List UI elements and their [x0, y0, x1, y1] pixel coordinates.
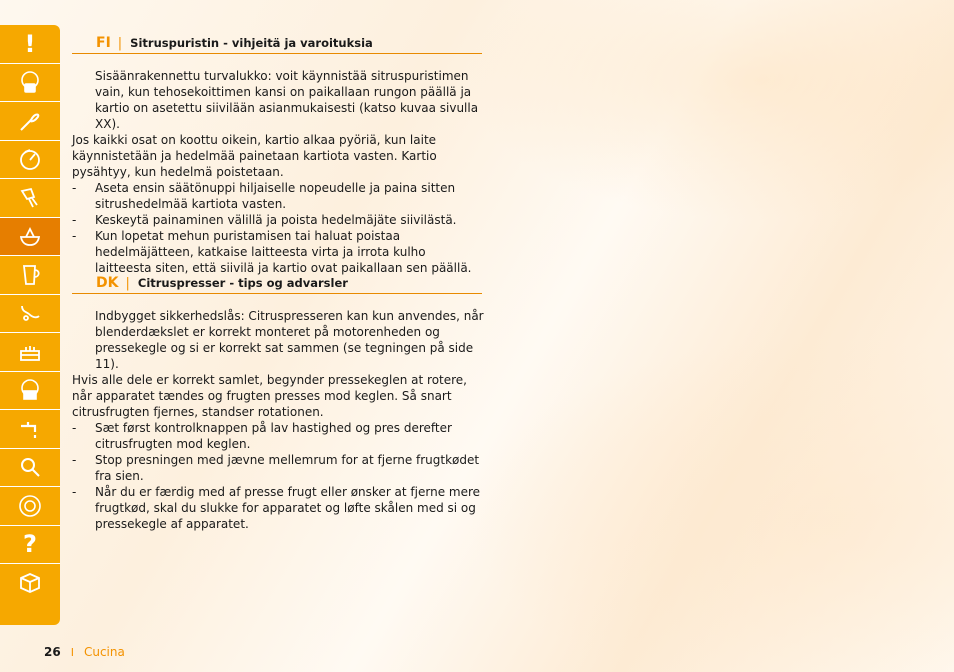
- citrus-press-icon: [17, 223, 43, 249]
- fi-section-body: [72, 68, 484, 276]
- fi-bullet: - Kun lopetat mehun puristamisen tai haluat poistaa hedelmäjätteen, katkaise laitteesta virta ja irrota kulho laitteesta siten, että siivilä ja kartio ovat paikallaan sen päällä.: [72, 229, 472, 275]
- tab-cake[interactable]: [0, 333, 60, 372]
- exclamation-icon: !: [24, 29, 36, 58]
- fi-bullet: - Aseta ensin säätönuppi hiljaiselle nopeudelle ja paina sitten sitrushedelmää kartiota vasten.: [72, 181, 456, 211]
- tab-citrus-press[interactable]: [0, 218, 60, 257]
- tab-blender[interactable]: [0, 295, 60, 334]
- tab-help[interactable]: [0, 526, 60, 565]
- tab-search[interactable]: [0, 449, 60, 488]
- tab-mixer[interactable]: [0, 179, 60, 218]
- tab-badge[interactable]: [0, 64, 60, 103]
- fi-body: Jos kaikki osat on koottu oikein, kartio alkaa pyöriä, kun laite käynnistetään ja hedelmää painetaan kartiota vasten. Kartio pysähtyy, kun hedelmä poistetaan.: [72, 133, 437, 179]
- tab-box[interactable]: [0, 564, 60, 603]
- magnifier-icon: [17, 454, 43, 480]
- page-footer: [44, 645, 125, 659]
- tab-jug[interactable]: [0, 256, 60, 295]
- tab-recipes[interactable]: [0, 372, 60, 411]
- disc-icon: [17, 146, 43, 172]
- blender-icon: [17, 300, 43, 326]
- dk-section-header: [72, 275, 482, 294]
- dk-bullet: - Stop presningen med jævne mellemrum for at fjerne frugtkødet fra sien.: [72, 453, 480, 483]
- tab-warnings[interactable]: [0, 25, 60, 64]
- whisk-icon: [17, 108, 43, 134]
- footer-separator: I: [70, 645, 74, 659]
- tab-disc[interactable]: [0, 141, 60, 180]
- seal-icon: [17, 493, 43, 519]
- dk-separator: |: [125, 276, 130, 291]
- product-name: Cucina: [83, 645, 125, 659]
- hand-mixer-icon: [17, 185, 43, 211]
- tab-whisk[interactable]: [0, 102, 60, 141]
- dk-lang-code: DK: [96, 275, 119, 291]
- cake-icon: [17, 339, 43, 365]
- fi-section-header: [72, 35, 482, 54]
- dk-section-title: Citruspresser - tips og advarsler: [137, 276, 348, 290]
- recipe-badge-icon: [17, 377, 43, 403]
- tab-seal[interactable]: [0, 487, 60, 526]
- dk-bullet: - Når du er færdig med af presse frugt eller ønsker at fjerne mere frugtkød, skal du slukke for apparatet og løfte skålen med si og pressekegle af apparatet.: [72, 485, 481, 531]
- fi-intro: Sisäänrakennettu turvalukko: voit käynnistää sitruspuristimen vain, kun tehosekoittimen kansi on paikallaan rungon päällä ja kartio on asetettu siivilään asianmukaisesti (katso kuvaa sivulla XX).: [95, 69, 479, 131]
- dk-body: Hvis alle dele er korrekt samlet, begynder pressekeglen at rotere, når apparatet tændes og frugten presses mod keglen. Så snart citrusfrugten fjernes, standser rotationen.: [72, 373, 467, 419]
- section-sidebar: [0, 25, 60, 625]
- question-icon: ?: [23, 530, 37, 559]
- page-number: 26: [44, 645, 61, 659]
- fi-lang-code: FI: [96, 35, 111, 51]
- dk-bullet: - Sæt først kontrolknappen på lav hastighed og pres derefter citrusfrugten mod keglen.: [72, 421, 452, 451]
- fi-section-title: Sitruspuristin - vihjeitä ja varoituksia: [130, 36, 373, 50]
- fi-bullet: - Keskeytä painaminen välillä ja poista hedelmäjäte siivilästä.: [72, 213, 457, 227]
- jug-icon: [17, 262, 43, 288]
- box-icon: [17, 570, 43, 596]
- dk-intro: Indbygget sikkerhedslås: Citruspresseren kan kun anvendes, når blenderdækslet er korrekt monteret på motorenheden og pressekegle og si er korrekt sat sammen (se tegningen på side 11).: [95, 309, 484, 371]
- tab-tap[interactable]: [0, 410, 60, 449]
- fi-separator: |: [117, 36, 123, 51]
- tap-icon: [17, 416, 43, 442]
- badge-icon: [17, 69, 43, 95]
- dk-section-body: [72, 308, 484, 532]
